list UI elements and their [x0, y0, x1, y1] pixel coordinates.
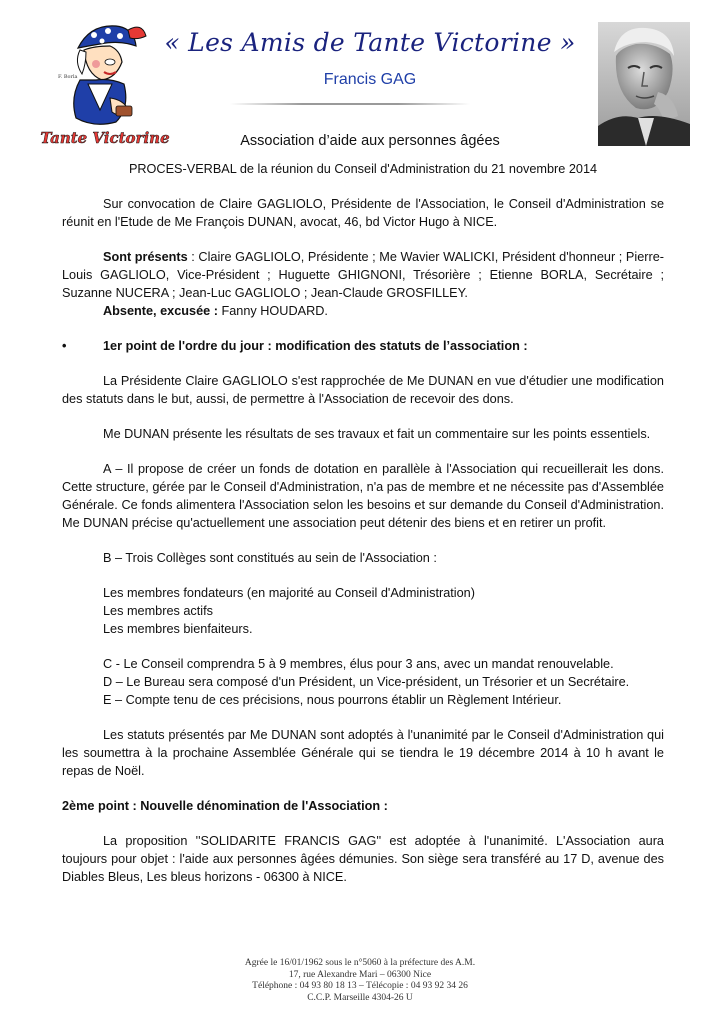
footer-address	[180, 958, 540, 1004]
member-item: Les membres actifs	[103, 604, 213, 618]
paragraph-d: D – Le Bureau sera composé d'un Président, un Vice-président, un Trésorier et un Secrétaire.	[103, 675, 630, 689]
portrait-photo	[598, 22, 690, 146]
header-divider	[230, 103, 470, 105]
minutes-title: PROCES-VERBAL de la réunion du Conseil d'Administration du 21 novembre 2014	[128, 162, 598, 176]
paragraph-1: La Présidente Claire GAGLIOLO s'est rapprochée de Me DUNAN en vue d'étudier une modification des statuts dans le but, aussi, de permettre à l'Association de recevoir des dons.	[62, 374, 664, 406]
minutes-document	[62, 160, 664, 886]
tante-victorine-logo	[40, 18, 170, 150]
paragraph-a: A – Il propose de créer un fonds de dotation en parallèle à l'Association qui recueillerait les dons. Cette structure, gérée par le Conseil d'Administration, n'a pas de membre et ne nécessite pas d'Assemblée Générale. Ce fonds alimentera l'Association selon les besoins et sur demande du Conseil d'Administration. Me DUNAN précise qu'actuellement une association peut détenir des biens et en retirer un profit.	[62, 462, 664, 530]
footer-line: Téléphone : 04 93 80 18 13 – Télécopie : 04 93 92 34 26	[252, 981, 468, 991]
svg-text:Tante Victorine: Tante Victorine	[40, 129, 170, 147]
absent-label: Absente, excusée :	[103, 304, 218, 318]
footer-line: C.C.P. Marseille 4304-26 U	[307, 992, 413, 1003]
intro-paragraph: Sur convocation de Claire GAGLIOLO, Présidente de l'Association, le Conseil d'Administration se réunit en l'Etude de Me François DUNAN, avocat, 46, bd Victor Hugo à NICE.	[62, 197, 664, 229]
absent-list: Fanny HOUDARD.	[217, 304, 328, 318]
absent-paragraph	[62, 302, 664, 320]
point2-title: 2ème point : Nouvelle dénomination de l'Association :	[62, 799, 388, 813]
association-tagline: Association d’aide aux personnes âgées	[240, 133, 500, 149]
paragraph-e: E – Compte tenu de ces précisions, nous pourrons établir un Règlement Intérieur.	[103, 693, 562, 707]
member-item: Les membres bienfaiteurs.	[103, 622, 253, 636]
paragraph-4: La proposition ''SOLIDARITE FRANCIS GAG'' est adoptée à l'unanimité. L'Association aura toujours pour objet : l'aide aux personnes âgées démunies. Son siège sera transféré au 17 D, avenue des Diables Bleus, Les bleus horizons - 06300 à NICE.	[62, 834, 664, 884]
svg-text:F. Borla: F. Borla	[58, 74, 78, 80]
point1-heading	[62, 337, 664, 355]
paragraph-b: B – Trois Collèges sont constitués au sein de l'Association :	[103, 551, 437, 565]
member-item: Les membres fondateurs (en majorité au Conseil d'Administration)	[103, 586, 475, 600]
page-title: « Les Amis de Tante Victorine »	[164, 28, 576, 57]
paragraph-c: C - Le Conseil comprendra 5 à 9 membres, élus pour 3 ans, avec un mandat renouvelable.	[103, 657, 614, 671]
paragraph-3: Les statuts présentés par Me DUNAN sont adoptés à l'unanimité par le Conseil d'Administration qui les soumettra à la prochaine Assemblée Générale qui se tiendra le 19 décembre 2014 à 10 h avant le repas de Noël.	[62, 728, 664, 778]
present-label: Sont présents	[103, 250, 188, 264]
letterhead	[0, 0, 725, 165]
footer-line: 17, rue Alexandre Mari – 06300 Nice	[288, 969, 432, 980]
point1-title: 1er point de l'ordre du jour : modification des statuts de l’association :	[103, 339, 528, 353]
footer-line: Agrée le 16/01/1962 sous le n°5060 à la préfecture des A.M.	[244, 958, 476, 968]
paragraph-2: Me DUNAN présente les résultats de ses travaux et fait un commentaire sur les points essentiels.	[103, 427, 651, 441]
present-list: : Claire GAGLIOLO, Présidente ; Me Wavier WALICKI, Président d'honneur ; Pierre-Louis GAGLIOLO, Vice-Président ; Huguette GHIGNONI, Trésorière ; Etienne BORLA, Secrétaire ; Suzanne NUCERA ; Jean-Luc GAGLIOLO ; Jean-Claude GROSFILLEY.	[62, 250, 664, 300]
page-subtitle: Francis GAG	[323, 71, 417, 88]
bullet-icon: •	[62, 339, 67, 353]
attendees-paragraph	[62, 248, 664, 302]
